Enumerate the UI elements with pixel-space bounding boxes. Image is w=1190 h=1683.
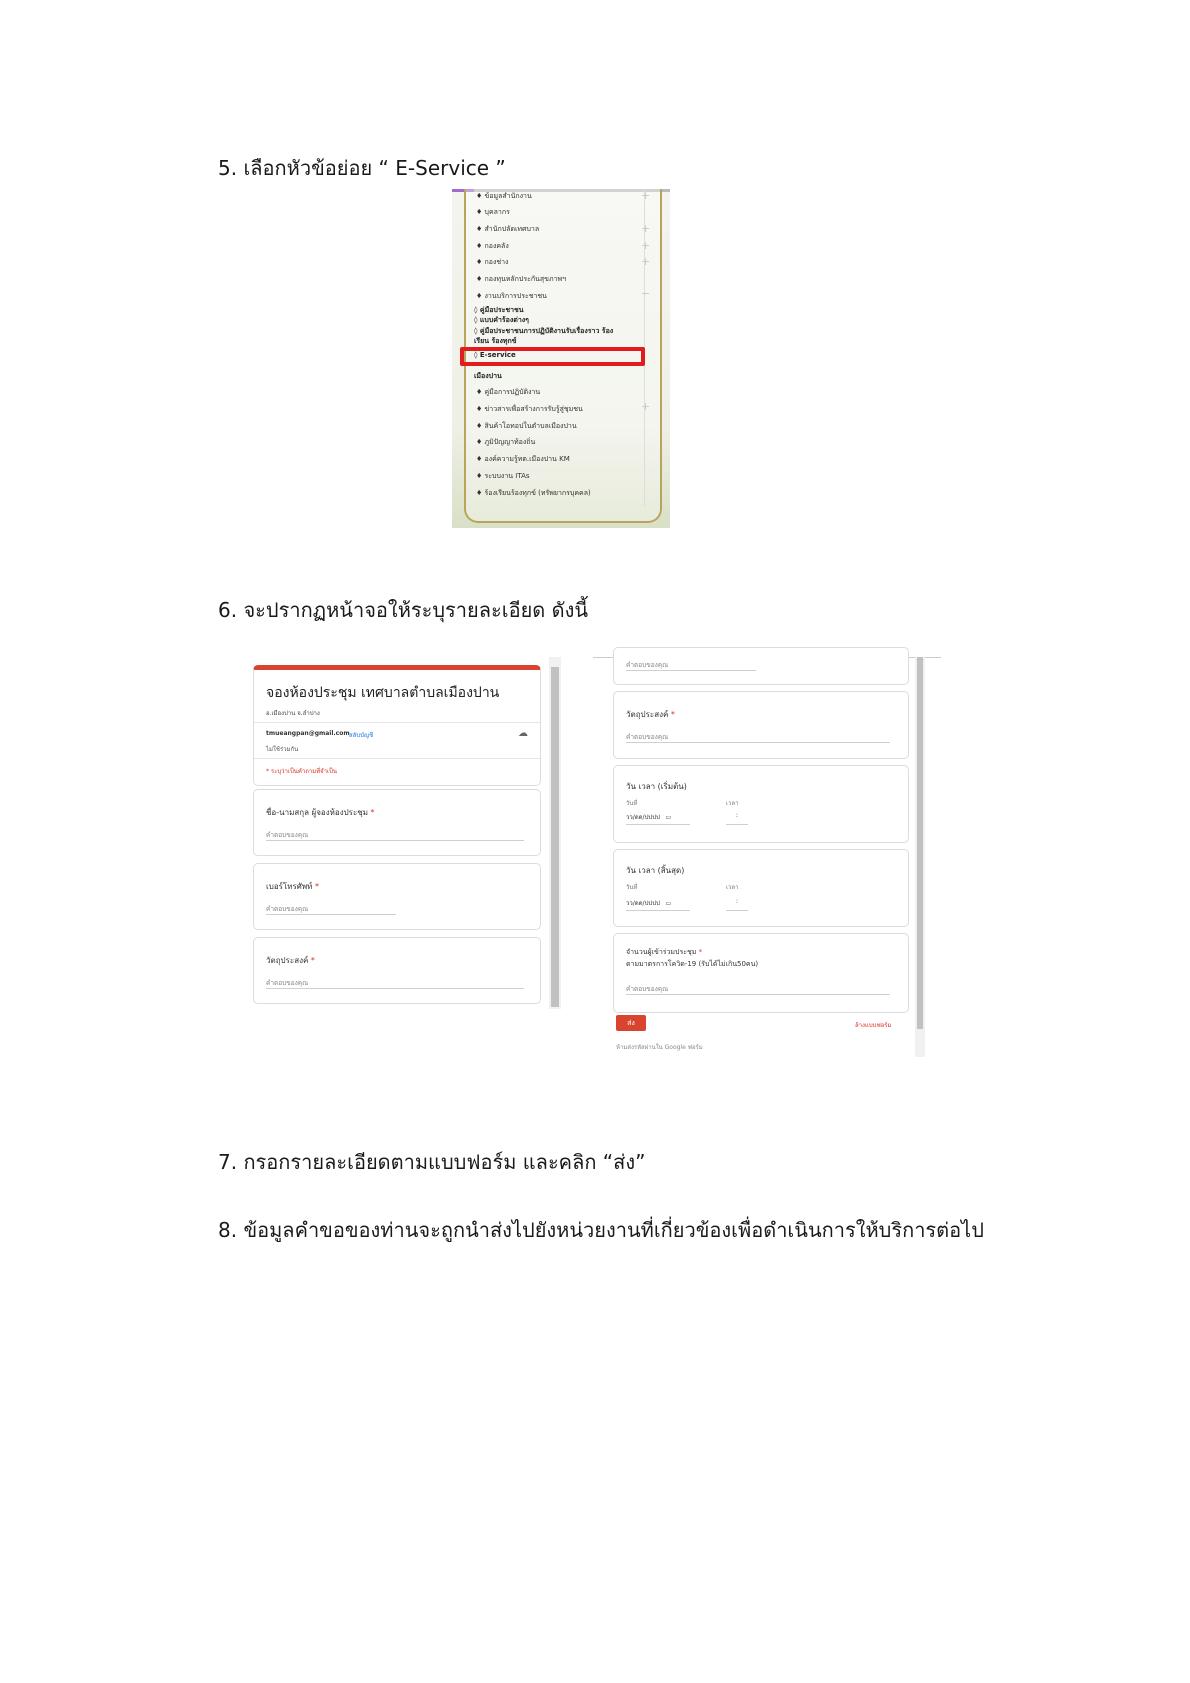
question-label: วัน เวลา (สิ้นสุด) — [626, 866, 685, 875]
question-card-purpose — [253, 937, 541, 1004]
switch-account-link[interactable]: สลับบัญชี — [349, 732, 374, 739]
answer-placeholder[interactable]: คำตอบของคุณ — [626, 733, 669, 741]
menu-item-hr-complaint[interactable]: ♦ ร้องเรียนร้องทุกข์ (ทรัพยากรบุคคล) — [476, 489, 591, 497]
menu-item-community-news[interactable]: ♦ ข่าวสารเพื่อสร้างการรับรู้สู่ชุมชน — [476, 405, 583, 413]
form-left-screenshot — [253, 657, 563, 1017]
calendar-icon: ▭ — [665, 900, 672, 907]
question-label: จำนวนผู้เข้าร่วมประชุม * — [626, 948, 703, 956]
calendar-icon: ▭ — [665, 814, 672, 821]
question-label: วัตถุประสงค์ * — [266, 956, 315, 965]
expand-plus-icon[interactable]: + — [641, 222, 651, 235]
question-card-phone — [253, 863, 541, 930]
question-label: ชื่อ-นามสกุล ผู้จองห้องประชุม * — [266, 808, 375, 817]
step-7-text: 7. กรอกรายละเอียดตามแบบฟอร์ม และคลิก “ส่ง” — [218, 1150, 646, 1174]
time-label: เวลา — [726, 884, 739, 891]
step-5-text: 5. เลือกหัวข้อย่อย “ E-Service ” — [218, 156, 506, 180]
collapse-minus-icon[interactable]: − — [641, 287, 651, 300]
submenu-complaint-manual-cont: เรียน ร้องทุกข์ — [474, 337, 517, 345]
form-subtitle: อ.เมืองปาน จ.ลำปาง — [266, 710, 320, 717]
step-8-text: 8. ข้อมูลคำขอของท่านจะถูกนำส่งไปยังหน่วยงานที่เกี่ยวข้องเพื่อดำเนินการให้บริการต่อไป — [218, 1218, 984, 1242]
question-card-attendees — [613, 933, 909, 1013]
answer-underline — [266, 914, 396, 915]
scrollbar-thumb[interactable] — [551, 667, 559, 1007]
date-input[interactable]: วว/ดด/ปปปป ▭ — [626, 900, 672, 907]
submit-button[interactable]: ส่ง — [616, 1015, 646, 1031]
date-label: วันที่ — [626, 884, 638, 891]
time-input[interactable]: : — [736, 898, 739, 905]
question-label: วัตถุประสงค์ * — [626, 710, 675, 719]
menu-item-km[interactable]: ♦ องค์ความรู้ทต.เมืองปาน KM — [476, 455, 570, 463]
answer-underline — [626, 742, 890, 743]
menu-item-finance[interactable]: ♦ กองคลัง — [476, 242, 509, 250]
step-6-text: 6. จะปรากฏหน้าจอให้ระบุรายละเอียด ดังนี้ — [218, 598, 589, 622]
question-card-partial — [613, 647, 909, 685]
clear-form-link[interactable]: ล้างแบบฟอร์ม — [855, 1022, 892, 1029]
menu-item-personnel[interactable]: ♦ บุคลากร — [476, 208, 510, 216]
submenu-citizen-manual[interactable]: ◊ คู่มือประชาชน — [474, 306, 524, 314]
e-service-highlight-box — [460, 347, 645, 366]
question-card-name — [253, 789, 541, 856]
form-footer-note: ห้ามส่งรหัสผ่านใน Google ฟอร์ม — [616, 1044, 703, 1051]
answer-placeholder[interactable]: คำตอบของคุณ — [266, 979, 309, 987]
answer-underline — [626, 994, 890, 995]
time-label: เวลา — [726, 800, 739, 807]
menu-item-work-manual[interactable]: ♦ คู่มือการปฏิบัติงาน — [476, 388, 541, 396]
menu-item-public-service[interactable]: ♦ งานบริการประชาชน — [476, 292, 547, 300]
time-underline — [726, 824, 748, 825]
question-label: เบอร์โทรศัพท์ * — [266, 882, 319, 891]
submenu-mueangpan: เมืองปาน — [474, 372, 502, 380]
menu-item-clerk-office[interactable]: ♦ สำนักปลัดเทศบาล — [476, 225, 540, 233]
expand-plus-icon[interactable]: + — [641, 255, 651, 268]
answer-placeholder[interactable]: คำตอบของคุณ — [626, 985, 669, 993]
date-underline — [626, 910, 690, 911]
question-card-end-datetime — [613, 849, 909, 927]
form-right-screenshot — [593, 657, 941, 1059]
cloud-icon: ☁ — [518, 728, 528, 739]
submenu-e-service[interactable]: ◊ E-service — [474, 351, 516, 359]
menu-item-local-wisdom[interactable]: ♦ ภูมิปัญญาท้องถิ่น — [476, 438, 536, 446]
scrollbar-thumb[interactable] — [917, 657, 923, 1029]
date-label: วันที่ — [626, 800, 638, 807]
time-input[interactable]: : — [736, 812, 739, 819]
menu-item-health-fund[interactable]: ♦ กองทุนหลักประกันสุขภาพฯ — [476, 275, 567, 283]
account-email: tmueangpan@gmail.com — [266, 730, 350, 737]
answer-placeholder[interactable]: คำตอบของคุณ — [266, 905, 309, 913]
answer-underline — [626, 670, 756, 671]
form-header-card — [253, 665, 541, 786]
expand-plus-icon[interactable]: + — [641, 400, 651, 413]
menu-item-otop[interactable]: ♦ สินค้าโอทอปในตำบลเมืองปาน — [476, 422, 577, 430]
submenu-complaint-manual[interactable]: ◊ คู่มือประชาชนการปฏิบัติงานรับเรื่องราว ร้อง — [474, 327, 614, 335]
answer-underline — [266, 988, 524, 989]
time-underline — [726, 910, 748, 911]
question-card-purpose — [613, 691, 909, 759]
answer-underline — [266, 840, 524, 841]
expand-plus-icon[interactable]: + — [641, 239, 651, 252]
menu-item-engineering[interactable]: ♦ กองช่าง — [476, 258, 509, 266]
menu-item-itas[interactable]: ♦ ระบบงาน ITAs — [476, 472, 530, 480]
date-input[interactable]: วว/ดด/ปปปป ▭ — [626, 814, 672, 821]
expand-plus-icon[interactable]: + — [641, 189, 651, 202]
question-card-start-datetime — [613, 765, 909, 843]
form-title: จองห้องประชุม เทศบาลตำบลเมืองปาน — [266, 685, 500, 701]
not-shared-text: ไม่ใช้ร่วมกัน — [266, 746, 299, 753]
menu-screenshot — [452, 189, 670, 528]
answer-placeholder[interactable]: คำตอบของคุณ — [626, 661, 669, 669]
required-note: * ระบุว่าเป็นคำถามที่จำเป็น — [266, 768, 338, 775]
date-underline — [626, 824, 690, 825]
menu-item-office-info[interactable]: ♦ ข้อมูลสำนักงาน — [476, 192, 532, 200]
answer-placeholder[interactable]: คำตอบของคุณ — [266, 831, 309, 839]
question-label: วัน เวลา (เริ่มต้น) — [626, 782, 687, 791]
question-note: ตามมาตรการโควิด-19 (รับได้ไม่เกิน50คน) — [626, 960, 759, 968]
submenu-request-forms[interactable]: ◊ แบบคำร้องต่างๆ — [474, 316, 529, 324]
